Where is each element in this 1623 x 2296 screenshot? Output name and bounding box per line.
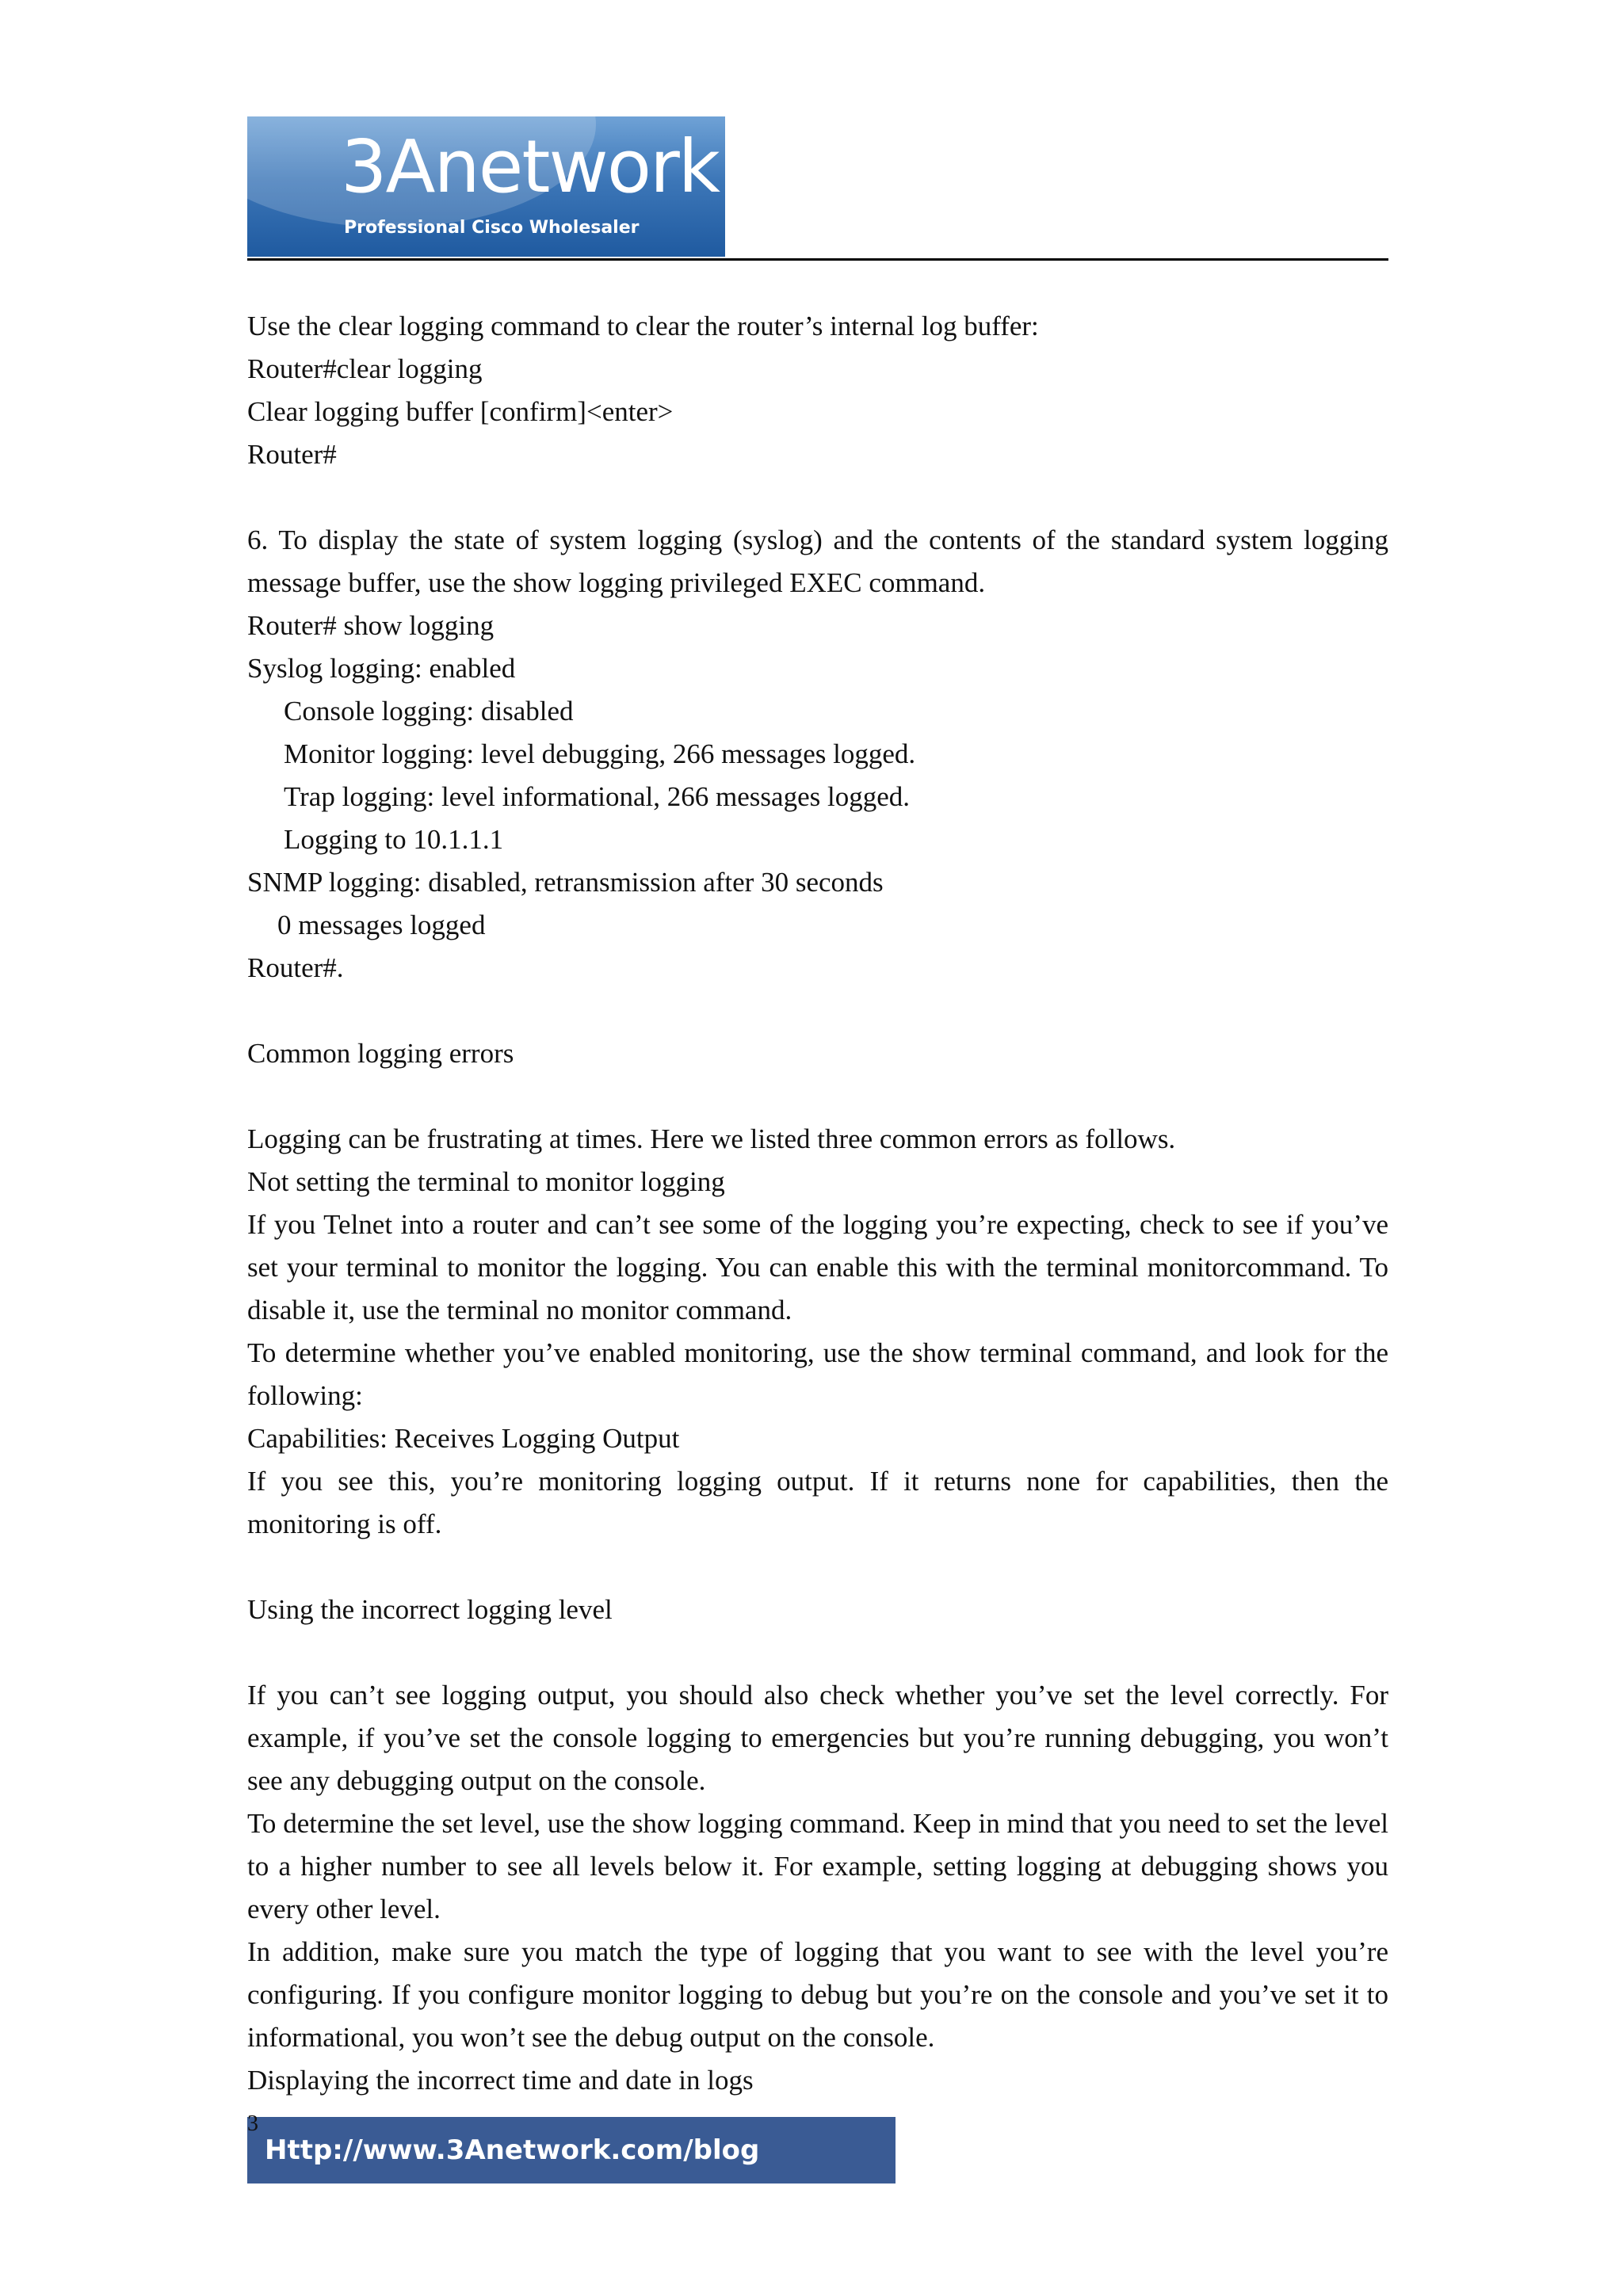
- paragraph: Logging can be frustrating at times. Here we listed three common errors as follows.: [247, 1123, 1176, 1154]
- spacer: [247, 1631, 1388, 1674]
- paragraph: If you see this, you’re monitoring logging output. If it returns none for capabilities, then the monitoring is off.: [247, 1466, 1388, 1539]
- logo-wordmark: 3Anetwork: [341, 124, 720, 209]
- logo-tagline: Professional Cisco Wholesaler: [344, 218, 640, 238]
- command-line: Router# show logging: [247, 610, 495, 641]
- command-line: Router#clear logging: [247, 353, 483, 384]
- output-line: Logging to 10.1.1.1: [284, 824, 504, 855]
- spacer: [247, 476, 1388, 519]
- output-line: 0 messages logged: [277, 910, 486, 940]
- output-line: Capabilities: Receives Logging Output: [247, 1423, 680, 1454]
- company-logo: [247, 116, 725, 257]
- command-line: Router#.: [247, 952, 344, 983]
- output-line: Trap logging: level informational, 266 messages logged.: [284, 781, 910, 812]
- command-line: Clear logging buffer [confirm]<enter>: [247, 396, 674, 427]
- page-number: 3: [247, 2111, 258, 2136]
- spacer: [247, 1075, 1388, 1118]
- section-heading: Using the incorrect logging level: [247, 1594, 613, 1625]
- document-body: [247, 305, 1388, 2102]
- subheading: Displaying the incorrect time and date in logs: [247, 2065, 754, 2096]
- output-line: Monitor logging: level debugging, 266 messages logged.: [284, 738, 916, 769]
- paragraph: To determine the set level, use the show logging command. Keep in mind that you need to set the level to a higher number to see all levels below it. For example, setting logging at debugging shows you every other level.: [247, 1808, 1388, 1924]
- section-heading: Common logging errors: [247, 1038, 514, 1069]
- paragraph: 6. To display the state of system logging (syslog) and the contents of the standard system logging message buffer, use the show logging privileged EXEC command.: [247, 524, 1388, 598]
- paragraph: To determine whether you’ve enabled monitoring, use the show terminal command, and look for the following:: [247, 1337, 1388, 1411]
- spacer: [247, 990, 1388, 1032]
- command-line: Router#: [247, 439, 337, 470]
- output-line: Syslog logging: enabled: [247, 653, 516, 684]
- footer-url-text: Http://www.3Anetwork.com/blog: [265, 2134, 760, 2166]
- paragraph: Use the clear logging command to clear the router’s internal log buffer:: [247, 311, 1039, 341]
- spacer: [247, 1546, 1388, 1589]
- footer-url-banner[interactable]: [247, 2117, 896, 2183]
- output-line: Console logging: disabled: [284, 696, 574, 727]
- header-divider: [247, 258, 1388, 261]
- paragraph: If you Telnet into a router and can’t see some of the logging you’re expecting, check to see if you’ve set your terminal to monitor the logging. You can enable this with the terminal monitorcommand. To disable it, use the terminal no monitor command.: [247, 1209, 1388, 1325]
- paragraph: If you can’t see logging output, you should also check whether you’ve set the level correctly. For example, if you’ve set the console logging to emergencies but you’re running debugging, you won’t see any debugging output on the console.: [247, 1680, 1388, 1796]
- subheading: Not setting the terminal to monitor logging: [247, 1166, 725, 1197]
- paragraph: In addition, make sure you match the type of logging that you want to see with the level you’re configuring. If you configure monitor logging to debug but you’re on the console and you’ve set it to informational, you won’t see the debug output on the console.: [247, 1936, 1388, 2053]
- output-line: SNMP logging: disabled, retransmission after 30 seconds: [247, 867, 884, 898]
